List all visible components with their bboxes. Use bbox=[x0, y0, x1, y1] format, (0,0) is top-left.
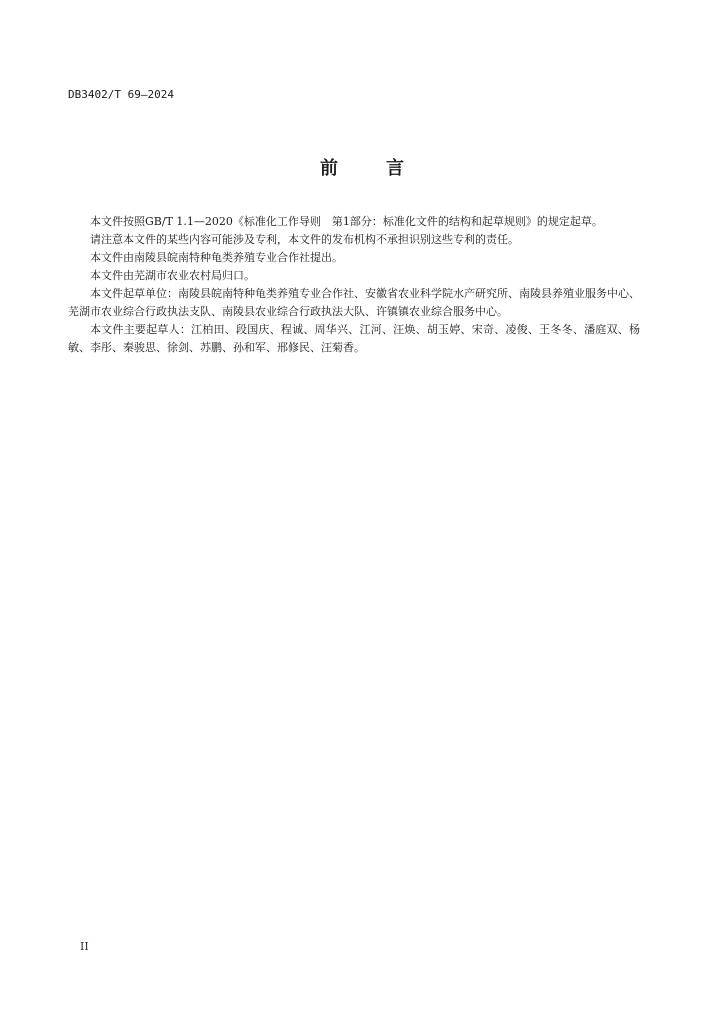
document-code: DB3402/T 69—2024 bbox=[68, 88, 174, 101]
page-number: II bbox=[80, 940, 89, 953]
foreword-body bbox=[68, 213, 640, 357]
paragraph-drafters: 本文件主要起草人：江柏田、段国庆、程诚、周华兴、江河、汪焕、胡玉婷、宋奇、凌俊、王冬冬、潘庭双、杨敏、李彤、秦骏思、徐剑、苏鹏、孙和军、邢修民、汪菊香。 bbox=[68, 323, 640, 354]
paragraph-proposer: 本文件由南陵县皖南特种龟类养殖专业合作社提出。 bbox=[90, 251, 343, 264]
paragraph-administrator: 本文件由芜湖市农业农村局归口。 bbox=[90, 269, 255, 282]
section-title bbox=[0, 154, 724, 180]
title-char-2: 言 bbox=[386, 158, 404, 179]
paragraph-drafting-basis: 本文件按照GB/T 1.1—2020《标准化工作导则 第1部分：标准化文件的结构和起草规则》的规定起草。 bbox=[90, 215, 603, 228]
paragraph-drafting-units: 本文件起草单位：南陵县皖南特种龟类养殖专业合作社、安徽省农业科学院水产研究所、南陵县养殖业服务中心、芜湖市农业综合行政执法支队、南陵县农业综合行政执法大队、许镇镇农业综合服务中心。 bbox=[68, 287, 640, 318]
paragraph-patent-notice: 请注意本文件的某些内容可能涉及专利，本文件的发布机构不承担识别这些专利的责任。 bbox=[90, 233, 519, 246]
title-char-1: 前 bbox=[320, 158, 338, 179]
